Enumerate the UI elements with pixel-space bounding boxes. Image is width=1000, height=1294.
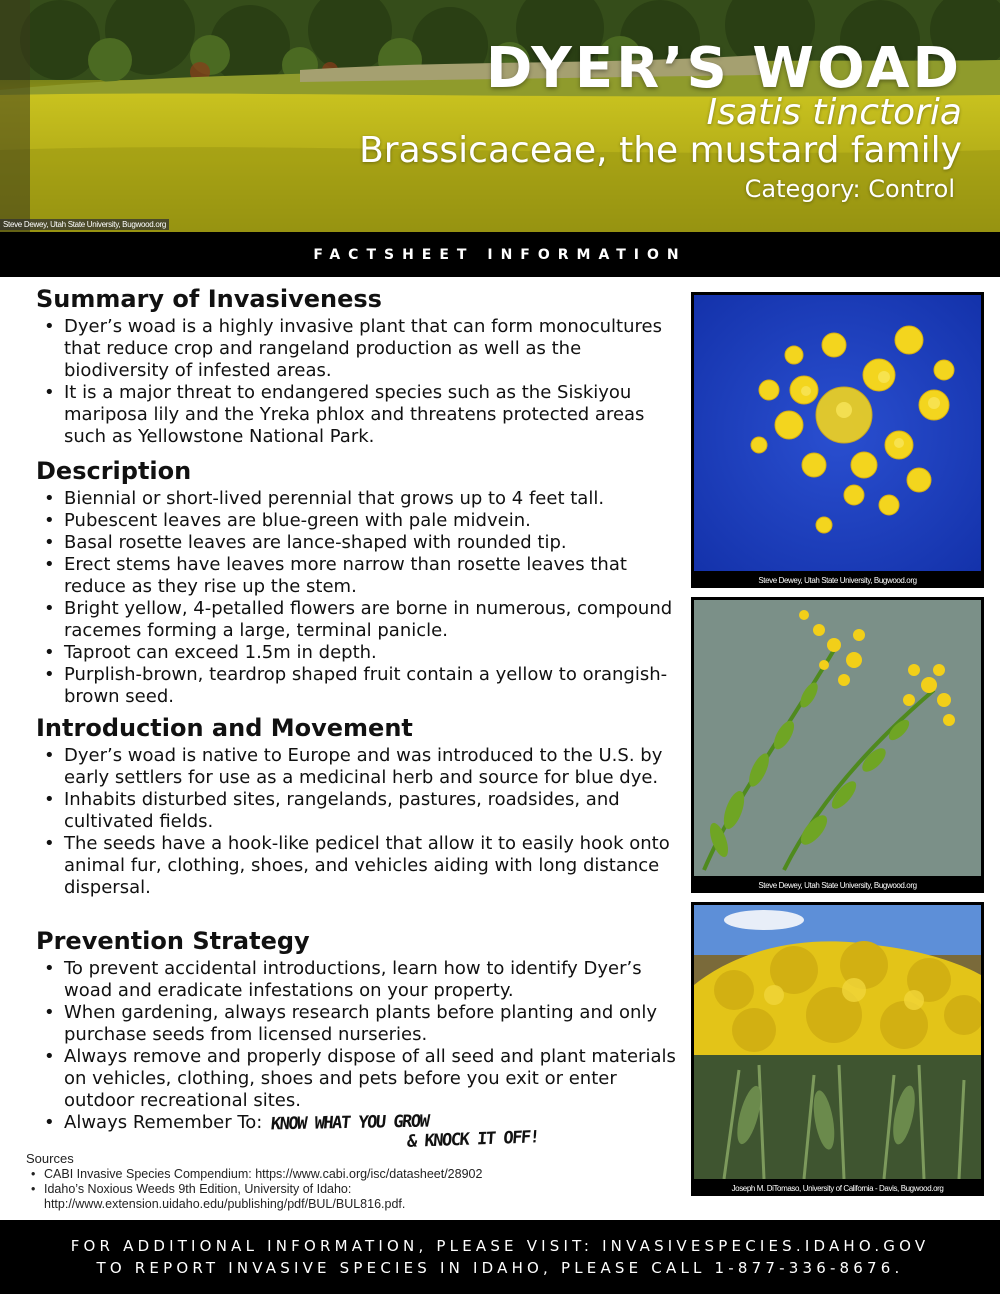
sources-heading: Sources xyxy=(26,1151,74,1166)
photo-credit: Joseph M. DiTomaso, University of California - Davis, Bugwood.org xyxy=(691,1182,984,1196)
photo-credit: Steve Dewey, Utah State University, Bugwood.org xyxy=(691,879,984,893)
footer-info-line: FOR ADDITIONAL INFORMATION, PLEASE VISIT: INVASIVESPECIES.IDAHO.GOV xyxy=(70,1237,930,1255)
hero-photo-credit: Steve Dewey, Utah State University, Bugwood.org xyxy=(0,219,169,230)
introduction-list xyxy=(36,745,686,899)
list-item: • Bright yellow, 4-petalled flowers are borne in numerous, compound racemes forming a large, terminal panicle. xyxy=(36,598,686,642)
list-item: • It is a major threat to endangered species such as the Siskiyou mariposa lily and the Yreka phlox and threatens protected areas such as Yellowstone National Park. xyxy=(36,382,686,448)
prevention-heading: Prevention Strategy xyxy=(36,927,310,955)
prevention-list xyxy=(36,958,686,1152)
list-item: • Inhabits disturbed sites, rangelands, pastures, roadsides, and cultivated fields. xyxy=(36,789,686,833)
introduction-section xyxy=(36,713,686,899)
list-item: • Basal rosette leaves are lance-shaped with rounded tip. xyxy=(36,532,686,554)
flower-closeup-image xyxy=(694,295,981,571)
source-item: • CABI Invasive Species Compendium: https://www.cabi.org/isc/datasheet/28902 xyxy=(26,1167,646,1182)
list-item: • Biennial or short-lived perennial that grows up to 4 feet tall. xyxy=(36,488,686,510)
introduction-heading: Introduction and Movement xyxy=(36,714,413,742)
flower-closeup-photo xyxy=(691,292,984,588)
factsheet-band-label: FACTSHEET INFORMATION xyxy=(313,246,687,263)
slogan-line-1: KNOW WHAT YOU GROW xyxy=(270,1111,430,1135)
list-item: • Dyer’s woad is native to Europe and was introduced to the U.S. by early settlers for use as a medicinal herb and source for blue dye. xyxy=(36,745,686,789)
slogan-line-2: & KNOCK IT OFF! xyxy=(406,1127,540,1152)
list-item: • Always remove and properly dispose of all seed and plant materials on vehicles, clothing, shoes and pets before you exit or enter outdoor recreational sites. xyxy=(36,1046,686,1112)
sources xyxy=(26,1151,646,1212)
list-item: • The seeds have a hook-like pedicel that allow it to easily hook onto animal fur, clothing, shoes, and vehicles aiding with long distance dispersal. xyxy=(36,833,686,899)
source-item: • Idaho’s Noxious Weeds 9th Edition, University of Idaho: http://www.extension.uidaho.edu/publishing/pdf/BUL/BUL816.pdf. xyxy=(26,1182,646,1212)
list-item: • Erect stems have leaves more narrow than rosette leaves that reduce as they rise up the stem. xyxy=(36,554,686,598)
plant-habit-image xyxy=(694,905,981,1179)
list-item: • Pubescent leaves are blue-green with pale midvein. xyxy=(36,510,686,532)
footer xyxy=(0,1220,1000,1294)
factsheet-band xyxy=(0,232,1000,277)
list-item: • Dyer’s woad is a highly invasive plant that can form monocultures that reduce crop and rangeland production as well as the biodiversity of infested areas. xyxy=(36,316,686,382)
page-title: DYER’S WOAD xyxy=(485,36,962,101)
remember-item xyxy=(36,1112,686,1152)
flowering-stems-image xyxy=(694,600,981,876)
category-label: Category: Control xyxy=(744,175,955,203)
remember-label: Always Remember To: xyxy=(64,1112,263,1133)
list-item: • Purplish-brown, teardrop shaped fruit contain a yellow to orangish-brown seed. xyxy=(36,664,686,708)
summary-heading: Summary of Invasiveness xyxy=(36,285,382,313)
footer-report-line: TO REPORT INVASIVE SPECIES IN IDAHO, PLEASE CALL 1-877-336-8676. xyxy=(96,1259,904,1277)
plant-habit-photo xyxy=(691,902,984,1196)
summary-section xyxy=(36,284,686,448)
flowering-stems-photo xyxy=(691,597,984,893)
description-list xyxy=(36,488,686,708)
description-heading: Description xyxy=(36,457,192,485)
slogan xyxy=(268,1112,541,1152)
prevention-section xyxy=(36,926,686,1152)
summary-list xyxy=(36,316,686,448)
plant-family: Brassicaceae, the mustard family xyxy=(359,130,962,171)
list-item: • When gardening, always research plants before planting and only purchase seeds from licensed nurseries. xyxy=(36,1002,686,1046)
list-item: • To prevent accidental introductions, learn how to identify Dyer’s woad and eradicate infestations on your property. xyxy=(36,958,686,1002)
description-section xyxy=(36,456,686,708)
photo-credit: Steve Dewey, Utah State University, Bugwood.org xyxy=(691,574,984,588)
hero-banner xyxy=(0,0,1000,232)
scientific-name: Isatis tinctoria xyxy=(706,92,962,133)
sources-list xyxy=(26,1167,646,1212)
list-item: • Taproot can exceed 1.5m in depth. xyxy=(36,642,686,664)
